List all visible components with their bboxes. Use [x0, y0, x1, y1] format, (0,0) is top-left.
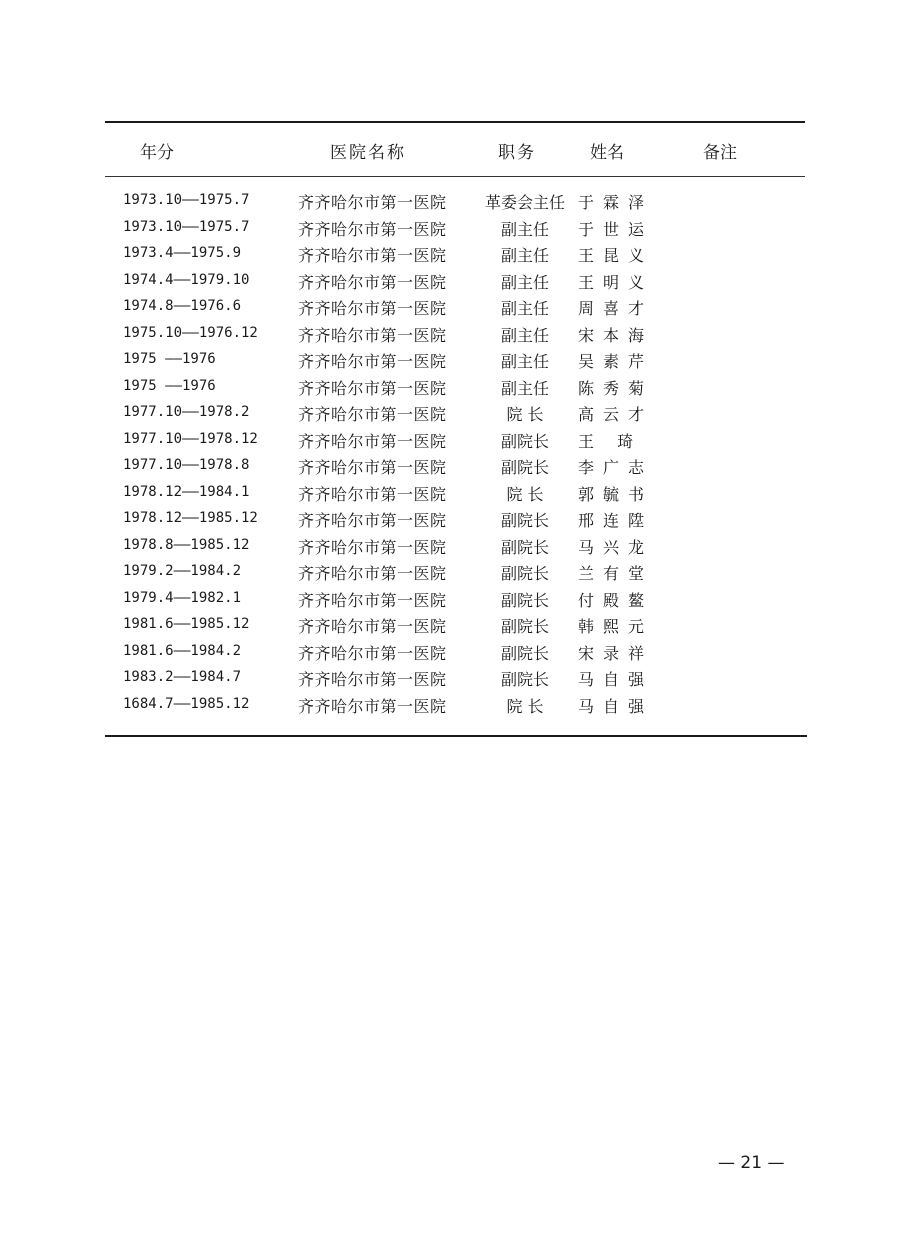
row-period: 1979.4——1982.1 — [123, 589, 242, 606]
row-duty: 副院长 — [500, 511, 549, 530]
row-hospital: 齐齐哈尔市第一医院 — [298, 405, 447, 424]
header-name-char-1: 姓 — [590, 143, 607, 163]
row-name: 邢连陞 — [578, 511, 654, 530]
row-period: 1977.10——1978.12 — [123, 430, 258, 447]
table-row — [0, 694, 900, 721]
row-duty: 院 长 — [506, 484, 544, 504]
row-duty: 副院长 — [500, 617, 549, 636]
row-duty: 副主任 — [500, 325, 549, 345]
row-name: 韩熙元 — [578, 617, 654, 636]
row-period: 1973.10——1975.7 — [123, 192, 250, 208]
table-top-rule — [105, 121, 805, 123]
row-name: 王 琦 — [578, 431, 643, 451]
row-duty: 副院长 — [500, 670, 549, 689]
table-row — [0, 667, 900, 694]
row-period: 1977.10——1978.8 — [123, 457, 250, 473]
header-note — [703, 138, 737, 163]
row-hospital: 齐齐哈尔市第一医院 — [298, 272, 447, 292]
row-name: 宋本海 — [578, 325, 654, 345]
row-name: 马兴龙 — [578, 537, 654, 557]
row-hospital: 齐齐哈尔市第一医院 — [298, 643, 447, 663]
row-duty: 副主任 — [500, 352, 549, 371]
table-header — [0, 138, 900, 164]
row-period: 1973.10——1975.7 — [123, 218, 250, 235]
row-name: 付殿鳌 — [578, 590, 654, 610]
row-period: 1979.2——1984.2 — [123, 563, 242, 579]
row-hospital: 齐齐哈尔市第一医院 — [298, 299, 447, 318]
header-hospital: 医院名称 — [330, 143, 406, 163]
table-row — [0, 190, 900, 217]
table-row — [0, 561, 900, 588]
row-duty: 副院长 — [500, 564, 549, 583]
header-year-char-2: 分 — [157, 143, 174, 163]
row-period: 1977.10——1978.2 — [123, 404, 250, 420]
header-note-char-1: 备 — [703, 143, 720, 163]
table-row — [0, 535, 900, 562]
row-period: 1981.6——1984.2 — [123, 642, 242, 659]
row-hospital: 齐齐哈尔市第一医院 — [298, 378, 447, 398]
row-name: 周喜才 — [578, 299, 654, 318]
row-name: 陈秀菊 — [578, 378, 654, 398]
row-duty: 副主任 — [500, 246, 549, 265]
table-row — [0, 482, 900, 509]
row-name: 兰有堂 — [578, 564, 654, 583]
table-row — [0, 243, 900, 270]
row-name: 于世运 — [578, 219, 654, 239]
header-name-char-2: 名 — [607, 143, 624, 163]
row-duty: 副主任 — [500, 272, 549, 292]
row-name: 李广志 — [578, 458, 654, 477]
row-hospital: 齐齐哈尔市第一医院 — [298, 352, 447, 371]
table-row — [0, 641, 900, 668]
row-hospital: 齐齐哈尔市第一医院 — [298, 193, 447, 212]
table-body — [0, 190, 900, 720]
row-duty: 院 长 — [506, 405, 544, 424]
row-hospital: 齐齐哈尔市第一医院 — [298, 219, 447, 239]
row-name: 王明义 — [578, 272, 654, 292]
table-row — [0, 296, 900, 323]
row-name: 于霖泽 — [578, 193, 654, 212]
page-number: — 21 — — [718, 1153, 785, 1173]
row-period: 1978.8——1985.12 — [123, 536, 250, 553]
table-row — [0, 217, 900, 244]
row-duty: 副主任 — [500, 219, 549, 239]
header-year — [140, 138, 174, 163]
table-row — [0, 349, 900, 376]
row-name: 高云才 — [578, 405, 654, 424]
row-hospital: 齐齐哈尔市第一医院 — [298, 458, 447, 477]
row-hospital: 齐齐哈尔市第一医院 — [298, 325, 447, 345]
row-name: 郭毓书 — [578, 484, 654, 504]
row-duty: 副院长 — [500, 643, 549, 663]
row-duty: 副主任 — [500, 299, 549, 318]
table-row — [0, 402, 900, 429]
table-header-rule — [105, 176, 805, 177]
row-hospital: 齐齐哈尔市第一医院 — [298, 670, 447, 689]
row-name: 吴素芹 — [578, 352, 654, 371]
table-row — [0, 376, 900, 403]
table-row — [0, 429, 900, 456]
row-hospital: 齐齐哈尔市第一医院 — [298, 537, 447, 557]
row-period: 1974.4——1979.10 — [123, 271, 250, 288]
table-row — [0, 588, 900, 615]
row-duty: 副院长 — [500, 458, 549, 477]
row-name: 马自强 — [578, 670, 654, 689]
row-duty: 副主任 — [500, 378, 549, 398]
table-row — [0, 614, 900, 641]
row-hospital: 齐齐哈尔市第一医院 — [298, 564, 447, 583]
row-period: 1981.6——1985.12 — [123, 616, 250, 632]
row-duty: 革委会主任 — [484, 193, 565, 212]
row-name: 马自强 — [578, 696, 654, 716]
row-name: 王昆义 — [578, 246, 654, 265]
row-hospital: 齐齐哈尔市第一医院 — [298, 484, 447, 504]
row-period: 1973.4——1975.9 — [123, 245, 242, 261]
table-row — [0, 508, 900, 535]
header-note-char-2: 注 — [720, 143, 737, 163]
header-name — [590, 138, 624, 163]
row-duty: 副院长 — [500, 537, 549, 557]
row-period: 1983.2——1984.7 — [123, 669, 242, 685]
row-hospital: 齐齐哈尔市第一医院 — [298, 246, 447, 265]
row-hospital: 齐齐哈尔市第一医院 — [298, 431, 447, 451]
row-period: 1684.7——1985.12 — [123, 695, 250, 712]
table-row — [0, 323, 900, 350]
row-period: 1978.12——1985.12 — [123, 510, 258, 526]
row-period: 1975 ——1976 — [123, 351, 216, 367]
row-name: 宋录祥 — [578, 643, 654, 663]
row-period: 1975 ——1976 — [123, 377, 216, 394]
row-hospital: 齐齐哈尔市第一医院 — [298, 617, 447, 636]
header-year-char-1: 年 — [140, 143, 157, 163]
row-duty: 副院长 — [500, 590, 549, 610]
row-period: 1975.10——1976.12 — [123, 324, 258, 341]
row-duty: 院 长 — [506, 696, 544, 716]
row-period: 1978.12——1984.1 — [123, 483, 250, 500]
table-row — [0, 455, 900, 482]
row-hospital: 齐齐哈尔市第一医院 — [298, 590, 447, 610]
row-period: 1974.8——1976.6 — [123, 298, 242, 314]
table-bottom-rule — [105, 735, 807, 737]
row-hospital: 齐齐哈尔市第一医院 — [298, 696, 447, 716]
row-duty: 副院长 — [500, 431, 549, 451]
header-duty: 职务 — [498, 143, 536, 163]
table-row — [0, 270, 900, 297]
row-hospital: 齐齐哈尔市第一医院 — [298, 511, 447, 530]
